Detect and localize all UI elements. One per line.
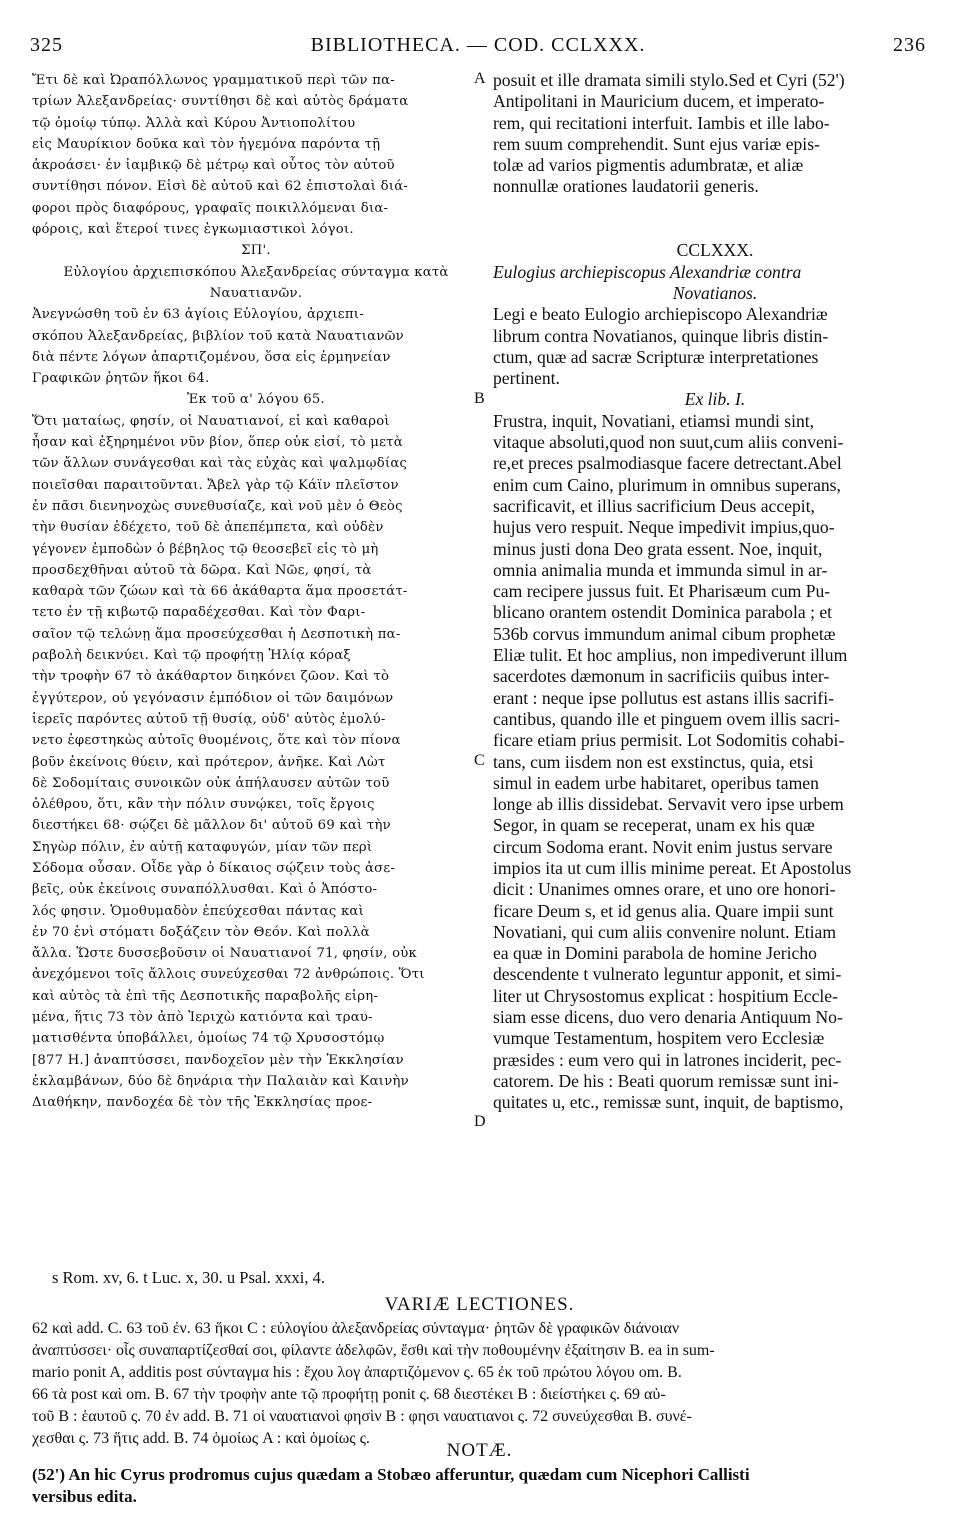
greek-text-line: ραβολὴ δεικνύει. Καὶ τῷ προφήτῃ Ἠλίᾳ κόραξ [32, 648, 351, 664]
latin-text-line: Legi e beato Eulogio archiepiscopo Alexandriæ [493, 304, 828, 325]
greek-text-line: Ἔτι δὲ καὶ Ὠραπόλλωνος γραμματικοῦ περὶ τῶν πα- [32, 73, 395, 88]
greek-text-line: ἐν πᾶσι διενηνοχὼς συνεθυσίαζε, καὶ νοῦ μὲν ὁ Θεὸς [32, 498, 403, 514]
latin-text-line: re,et preces psalmodiasque facere detrectant.Abel [493, 453, 842, 474]
note-line: versibus edita. [32, 1487, 137, 1506]
greek-text-line: φόροις, καὶ ἕτεροί τινες ἐγκωμιαστικοὶ λόγοι. [32, 222, 354, 238]
greek-text-line: μένα, ἥτις 73 τὸν ἀπὸ Ἱεριχὼ κατιόντα καὶ τραυ- [32, 1010, 373, 1026]
greek-text-line: ΣΠ'. [241, 243, 271, 259]
greek-text-line: ἐγγύτερον, οὐ γεγόνασιν ἐμπόδιον οἱ τῶν δαιμόνων [32, 690, 394, 706]
page-number-right: 236 [893, 34, 926, 56]
latin-text-line: Ex lib. I. [684, 389, 746, 410]
greek-text-line: διὰ πέντε λόγων ἀπαρτιζομένου, ὅσα εἰς ἑρμηνείαν [32, 349, 391, 365]
greek-text-line: Σηγὼρ πόλιν, ἐν αὐτῇ καταφυγών, μίαν τῶν περὶ [32, 839, 373, 855]
latin-text-line: erant : neque ipse pollutus est astans illis sacrifi- [493, 687, 835, 708]
latin-text-line: tans, cum iisdem non est exstinctus, quia, etsi [493, 751, 814, 772]
variant-reading-line: 66 τὰ post καὶ om. B. 67 τὴν τροφὴν ante τῷ προφήτῃ ponit ς. 68 διεστέκει B : διείστήκει ς. 69 αὐ- [32, 1386, 666, 1403]
greek-text-line: ἀνεχόμενοι τοῖς ἄλλοις συνεύχεσθαι 72 ἀνθρώποις. Ὅτι [32, 967, 425, 983]
latin-text-line: hujus vero respuit. Neque impedivit impius,quo- [493, 517, 835, 538]
greek-text-line: τῷ ὁμοίῳ τύπῳ. Ἀλλὰ καὶ Κύρου Ἀντιοπολίτου [32, 115, 356, 131]
greek-text-line: βοῦν ἐκείνοις θύειν, καὶ πρότερον, ἀνῆκε. Καὶ Λὼτ [32, 754, 386, 770]
greek-text-line: λός φησιν. Ὁμοθυμαδὸν ἐπεύχεσθαι πάντας καὶ [32, 903, 365, 919]
greek-text-line: νετο ἐφεστηκὼς αὐτοῖς θυομένοις, ὅτε καὶ τὸν πίονα [32, 733, 401, 749]
greek-text-line: Ὅτι ματαίως, φησίν, οἱ Ναυατιανοί, εἰ καὶ καθαροὶ [32, 413, 390, 429]
greek-text-line: σαῖον τῷ τελώνῃ ἅμα προσεύχεσθαι ἡ Δεσποτικὴ πα- [32, 626, 401, 642]
greek-text-line: Ἀνεγνώσθη τοῦ ἐν 63 ἁγίοις Εὐλογίου, ἀρχιεπι- [32, 307, 364, 323]
greek-text-line: Ναυατιανῶν. [209, 285, 303, 301]
variant-reading-line: χεσθαι ς. 73 ἥτις add. B. 74 ὁμοίως A : καὶ ὁμοίως ς. [32, 1430, 370, 1447]
latin-text-line: vumque Testamentum, hospitem vero Ecclesiæ [493, 1028, 825, 1049]
variant-reading-line: τοῦ B : ἑαυτοῦ ς. 70 ἐν add. B. 71 οἱ ναυατιανοὶ φησὶν B : φησι ναυατιανοι ς. 72 συνεύχεσθαι B. συνέ- [32, 1408, 692, 1425]
greek-text-line: ἀκροάσει· ἐν ἰαμβικῷ δὲ μέτρῳ καὶ οὗτος τὸν αὐτοῦ [32, 158, 395, 174]
latin-text-line: circum Sodoma erant. Novit enim justus servare [493, 836, 833, 857]
greek-text-line: Εὐλογίου ἀρχιεπισκόπου Ἀλεξανδρείας σύνταγμα κατὰ [63, 264, 449, 280]
latin-text-line: blicano orantem ostendit Dominica parabola ; et [493, 602, 833, 623]
margin-marker-a: A [474, 70, 486, 87]
greek-text-line: εἰς Μαυρίκιον δοῦκα καὶ τὸν ἡγεμόνα παρόντα τῇ [32, 136, 381, 152]
greek-text-line: τῶν ἄλλων συνάγεσθαι καὶ τὰς εὐχὰς καὶ ψαλμῳδίας [32, 456, 408, 472]
latin-text-line: sacerdotes dæmonum in sacrificiis quibus inter- [493, 666, 830, 687]
greek-text-line: γέγονεν ἐμποδὼν ὁ βέβηλος τῷ θεοσεβεῖ εἰς τὸ μὴ [32, 541, 379, 557]
latin-text-line: Frustra, inquit, Novatiani, etiamsi mundi sint, [493, 410, 815, 431]
greek-text-line: σκόπου Ἀλεξανδρείας, βιβλίον τοῦ κατὰ Ναυατιανῶν [32, 328, 404, 344]
latin-text-line: longe ab illis dissidebat. Servavit vero ipse urbem [493, 794, 844, 815]
notae-heading: NOTÆ. [446, 1440, 513, 1461]
margin-marker-c: C [474, 752, 485, 769]
latin-text-line: sacrificavit, et illius sacrificium Deus accepit, [493, 495, 815, 516]
latin-text-line: nonnullæ orationes laudatorii generis. [493, 176, 759, 197]
latin-text-line: ctum, quæ ad sacræ Scripturæ interpretationes [493, 346, 819, 367]
latin-text-line: descendente t vulnerato leguntur apponit, et simi- [493, 964, 842, 985]
note-line: (52') An hic Cyrus prodromus cujus quædam a Stobæo afferuntur, quædam cum Nicephori Callisti [32, 1465, 750, 1484]
variant-reading-line: ἀναπτύσσει· οἷς συναπαρτίζεσθαί σοι, φίλαντε ἀδελφῶν, ἔσθι καὶ τὴν ποθουμένην ἐξαίτησιν B. ea in sum- [32, 1342, 715, 1359]
greek-text-line: ἐν 70 ἑνὶ στόματι δοξάζειν τὸν Θεόν. Καὶ πολλὰ [32, 924, 370, 940]
variae-lectiones-heading: VARIÆ LECTIONES. [384, 1294, 575, 1315]
running-title: BIBLIOTHECA. — COD. CCLXXX. [310, 34, 646, 56]
latin-text-line: cantibus, quando ille et pinguem ovem illis sacri- [493, 708, 840, 729]
latin-text-line: librum contra Novatianos, quinque libris distin- [493, 325, 829, 346]
latin-text-line: vitaque absoluti,quod non suut,cum aliis conveni- [493, 432, 844, 453]
greek-text-line: προσδεχθῆναι αὐτοῦ τὰ δῶρα. Καὶ Νῶε, φησί, τὰ [32, 562, 372, 578]
latin-text-line: omnia animalia munda et immunda simul in ar- [493, 559, 828, 580]
latin-text-line: rem suum comprehendit. Sunt ejus variæ epis- [493, 133, 820, 154]
greek-text-line: τετο ἐν τῇ κιβωτῷ παραδέχεσθαι. Καὶ τὸν Φαρι- [32, 605, 366, 621]
latin-text-line: ficare etiam prius permisit. Lot Sodomitis cohabi- [493, 730, 845, 751]
latin-text-line: quitates u, etc., remissæ sunt, inquit, de baptismo, [493, 1092, 844, 1113]
latin-text-line: cam recipere jussus fuit. Et Pharisæum cum Pu- [493, 581, 831, 602]
latin-text-line: simul in eadem urbe habitaret, operibus tamen [493, 772, 819, 793]
variant-reading-line: 62 καὶ add. C. 63 τοῦ ἐν. 63 ἥκοι C : εὐλογίου ἀλεξανδρείας σύνταγμα· ῥητῶν δὲ γραφικῶν διάνοιαν [32, 1320, 680, 1337]
greek-column [32, 70, 480, 1114]
latin-text-line: pertinent. [493, 368, 560, 389]
greek-text-line: καθαρὰ τῶν ζώων καὶ τὰ 66 ἀκάθαρτα ἅμα προσετάτ- [32, 584, 408, 600]
greek-text-line: φοροι πρὸς διαφόρους, γραφαῖς ποικιλλόμεναι δια- [32, 200, 389, 216]
greek-text-line: Ἐκ τοῦ α' λόγου 65. [187, 392, 325, 408]
greek-text-line: ματισθέντα ὑποβάλλει, ὁμοίως 74 τῷ Χρυσοστόμῳ [32, 1031, 385, 1047]
greek-text-line: τὴν θυσίαν ἐδέχετο, τοῦ δὲ ἀπεπέμπετα, καὶ οὐδὲν [32, 520, 384, 536]
latin-column [493, 70, 937, 1114]
greek-text-line: Γραφικῶν ῥητῶν ἥκοι 64. [32, 371, 210, 387]
latin-text-line: præsides : eum vero qui in latrones inciderit, pec- [493, 1049, 842, 1070]
page-header [30, 34, 926, 64]
greek-text-line: ἄλλα. Ὥστε δυσσεβοῦσιν οἱ Ναυατιανοί 71, φησίν, οὐκ [32, 946, 418, 962]
latin-text-line: CCLXXX. [676, 240, 754, 261]
latin-text-line: siam esse dicens, duo vero denaria Antiquum No- [493, 1007, 843, 1028]
latin-text-line: liter ut Chrysostomus explicat : hospitium Eccle- [493, 985, 838, 1006]
latin-text-line: Antipolitani in Mauricium ducem, et imperato- [493, 91, 825, 112]
greek-text-line: Διαθήκην, πανδοχέα δὲ τὸν τῆς Ἐκκλησίας προε- [32, 1095, 373, 1111]
variant-reading-line: mario ponit A, additis post σύνταγμα his : ἔχου λογ ἀπαρτιζόμενον ς. 65 ἐκ τοῦ πρώτου λόγου om. B. [32, 1364, 682, 1381]
greek-text-line: ἱερεῖς παρόντες αὐτοῦ τῇ θυσίᾳ, οὐδ' αὐτὸς ἐμολύ- [32, 711, 386, 727]
latin-text-line: impios ita ut cum illis minime pereat. Et Apostolus [493, 857, 852, 878]
greek-text-line: ἐκλαμβάνων, δύο δὲ δηνάρια τὴν Παλαιὰν καὶ Καινὴν [32, 1073, 409, 1089]
latin-text-line: 536b corvus immundum animal cibum prophetæ [493, 623, 836, 644]
greek-text-line: [877 H.] ἀναπτύσσει, πανδοχεῖον μὲν τὴν Ἐκκλησίαν [32, 1052, 404, 1068]
latin-text-line: Novatiani, qui cum aliis convenire nolunt. Etiam [493, 921, 837, 942]
greek-text-line: ἦσαν καὶ ἐξηρημένοι νῦν βίον, ὅπερ οὐκ εἰσί, τὸ μετὰ [32, 435, 403, 451]
latin-text-line: Segor, in quam se receperat, unam ex his quæ [493, 815, 815, 836]
latin-text-line: tolæ ad varios pigmentis adumbratæ, et aliæ [493, 155, 804, 176]
latin-text-line: Novatianos. [672, 282, 758, 303]
greek-text-line: Σόδομα οὖσαν. Οἶδε γὰρ ὁ δίκαιος σῴζειν τοὺς ἀσε- [32, 860, 396, 876]
latin-text-line: catorem. De his : Beati quorum remissæ sunt ini- [493, 1070, 839, 1091]
latin-text-line: enim cum Caino, plurimum in omnibus superans, [493, 474, 841, 495]
margin-marker-d: D [474, 1113, 486, 1130]
greek-text-line: διεστήκει 68· σῴζει δὲ μᾶλλον δι' αὐτοῦ 69 καὶ τὴν [32, 818, 391, 834]
latin-text-line [493, 198, 937, 219]
greek-text-line: ὀλέθρου, ὅτι, κἂν τὴν πόλιν συνῴκει, τοῖς ἔργοις [32, 797, 375, 813]
latin-text-line: Eulogius archiepiscopus Alexandriæ contra [493, 261, 802, 282]
greek-text-line: τὴν τροφὴν 67 τὸ ἀκάθαρτον διηκόνει ζῶον. Καὶ τὸ [32, 669, 390, 685]
greek-text-line: δὲ Σοδομίταις συνοικῶν οὐκ ἀπήλαυσεν αὐτῶν τοῦ [32, 775, 390, 791]
variae-lectiones [32, 1318, 932, 1450]
greek-text-line: βεῖς, οὐκ ἐκείνοις συναπόλλυσθαι. Καὶ ὁ Ἀπόστο- [32, 882, 378, 898]
latin-text-line: minus justi dona Deo grata essent. Noe, inquit, [493, 538, 823, 559]
latin-text-line: rem, qui recitationi interfuit. Iambis et ille labo- [493, 112, 830, 133]
notae [32, 1464, 932, 1508]
latin-text-line: Eliæ tulit. Et hoc amplius, non impediverunt illum [493, 645, 848, 666]
greek-text-line: τρίων Ἀλεξανδρείας· συντίθησι δὲ καὶ αὐτὸς δράματα [32, 94, 409, 110]
latin-text-line: ficare Deum s, et id genus alia. Quare impii sunt [493, 900, 834, 921]
greek-text-line: ποιεῖσθαι παραιτοῦνται. Ἄβελ γὰρ τῷ Κάϊν πλεῖστον [32, 477, 399, 493]
greek-text-line: συντίθησι πόνον. Εἰσὶ δὲ αὐτοῦ καὶ 62 ἐπιστολαὶ διά- [32, 179, 409, 195]
latin-text-line [493, 219, 937, 240]
greek-text-line: καὶ αὐτὸς τὰ ἐπὶ τῆς Δεσποτικῆς παραβολῆς εἰρη- [32, 988, 379, 1004]
latin-text-line: ea quæ in Domini parabola de homine Jericho [493, 943, 817, 964]
page-number-left: 325 [30, 34, 63, 56]
scripture-references: s Rom. xv, 6. t Luc. x, 30. u Psal. xxxi, 4. [52, 1268, 326, 1287]
latin-text-line: dicit : Unanimes omnes orare, et uno ore honori- [493, 879, 836, 900]
latin-text-line: posuit et ille dramata simili stylo.Sed et Cyri (52') [493, 70, 845, 90]
margin-marker-b: B [474, 390, 485, 407]
